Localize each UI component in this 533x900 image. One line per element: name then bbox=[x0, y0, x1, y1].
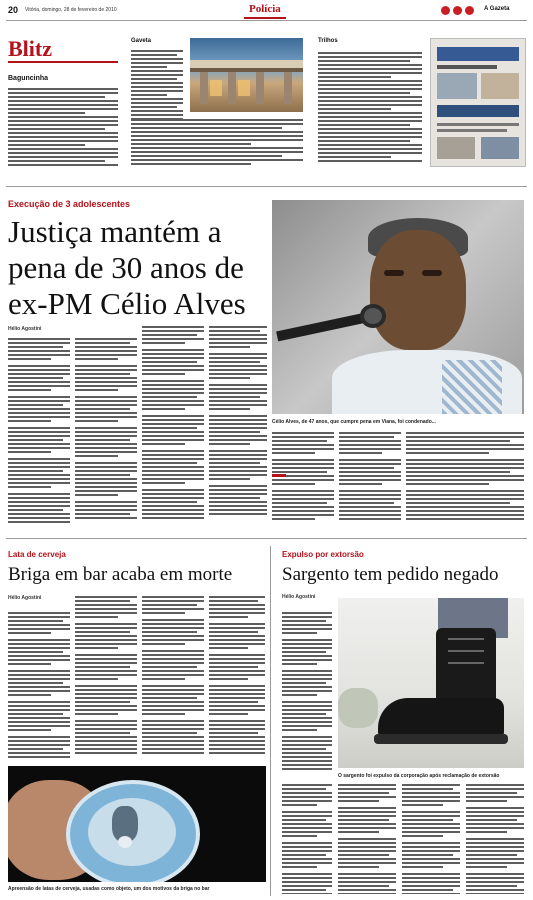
sergeant-byline: Hélio Agostini bbox=[282, 594, 316, 600]
sergeant-headline: Sargento tem pedido negado bbox=[282, 564, 499, 585]
main-photo-portrait bbox=[272, 200, 524, 414]
blitz-photo-station bbox=[190, 38, 303, 112]
main-body-col4 bbox=[209, 326, 267, 526]
bar-byline: Hélio Agostini bbox=[8, 595, 42, 601]
blitz-item2-text-wide bbox=[131, 119, 303, 169]
bar-photo-caption: Apreensão de latas de cerveja, usadas como objeto, um dos motivos da briga no bar bbox=[8, 886, 210, 892]
sergeant-kicker: Expulso por extorsão bbox=[282, 550, 364, 559]
main-body-col6 bbox=[339, 432, 401, 526]
twitter-icon[interactable] bbox=[453, 6, 462, 15]
rss-icon[interactable] bbox=[465, 6, 474, 15]
section-underline bbox=[244, 17, 286, 19]
column-divider bbox=[270, 546, 271, 896]
brand-logo: A Gazeta bbox=[484, 6, 510, 12]
section-title: Polícia bbox=[249, 3, 281, 15]
blitz-item1-text bbox=[8, 88, 118, 170]
blitz-bottom-rule bbox=[6, 186, 527, 187]
bar-body-col2 bbox=[75, 596, 137, 758]
facebook-icon[interactable] bbox=[441, 6, 450, 15]
blitz-title: Blitz bbox=[8, 36, 52, 61]
sergeant-body-col1 bbox=[282, 612, 332, 770]
bar-photo-can bbox=[8, 766, 266, 882]
sergeant-body-col5 bbox=[466, 784, 524, 894]
blitz-photo-newspapers bbox=[430, 38, 526, 167]
bar-headline: Briga em bar acaba em morte bbox=[8, 564, 233, 585]
main-headline-line3: ex-PM Célio Alves bbox=[8, 286, 246, 321]
main-byline: Hélio Agostini bbox=[8, 326, 42, 332]
main-bottom-rule bbox=[6, 538, 527, 539]
bar-body-col4 bbox=[209, 596, 265, 758]
main-body-col1 bbox=[8, 338, 70, 526]
sergeant-photo-boot bbox=[338, 598, 524, 768]
bar-kicker: Lata de cerveja bbox=[8, 550, 66, 559]
blitz-item3-heading: Trilhos bbox=[318, 38, 338, 44]
header-rule bbox=[6, 20, 527, 21]
sergeant-body-col2 bbox=[282, 784, 332, 894]
main-body-col7 bbox=[406, 432, 524, 526]
main-kicker: Execução de 3 adolescentes bbox=[8, 199, 131, 209]
blitz-item2-text bbox=[131, 50, 183, 125]
page-number: 20 bbox=[8, 5, 19, 15]
bar-body-col3 bbox=[142, 596, 204, 758]
bar-body-col1 bbox=[8, 612, 70, 758]
main-body-col3 bbox=[142, 326, 204, 526]
blitz-title-rule bbox=[8, 61, 118, 63]
main-headline-line2: pena de 30 anos de bbox=[8, 250, 244, 285]
sergeant-body-col3 bbox=[338, 784, 396, 894]
main-body-col2 bbox=[75, 338, 137, 526]
blitz-item2-heading: Gaveta bbox=[131, 38, 152, 44]
main-headline-line1: Justiça mantém a bbox=[8, 214, 222, 249]
sergeant-photo-caption: O sargento foi expulso da corporação após reclamação de extorsão bbox=[338, 773, 500, 779]
main-photo-caption: Célio Alves, de 47 anos, que cumpre pena em Viana, foi condenado... bbox=[272, 419, 436, 425]
sergeant-body-col4 bbox=[402, 784, 460, 894]
date-line: Vitória, domingo, 28 de fevereiro de 2010 bbox=[25, 7, 117, 13]
blitz-item3-text bbox=[318, 52, 422, 168]
blitz-item1-heading: Baguncinha bbox=[8, 75, 49, 82]
main-subhead-marker bbox=[272, 474, 286, 477]
main-body-col5 bbox=[272, 432, 334, 526]
